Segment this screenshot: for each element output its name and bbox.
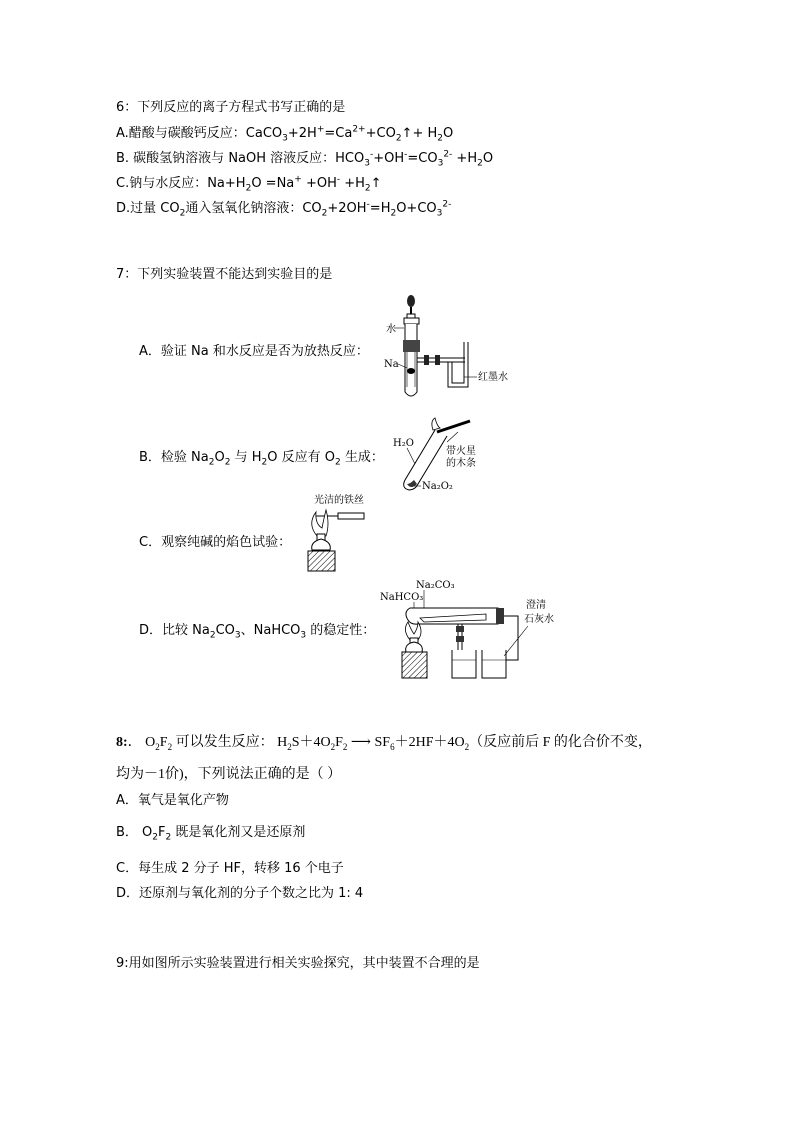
label-iron-wire: 光洁的铁丝	[314, 495, 364, 506]
label-na2co3: Na₂CO₃	[416, 580, 455, 591]
q6-option-c: C.钠与水反应：$Na+H_2O =Na^+ +OH^-$ $+H_2↑$	[116, 174, 382, 194]
label-red-ink: 红墨水	[478, 372, 508, 383]
q6-stem: 6：下列反应的离子方程式书写正确的是	[116, 100, 346, 115]
q6-option-b: B. 碳酸氢钠溶液与 NaOH 溶液反应：$HCO_3^-+OH^-=CO_3^{2-} +H_2O$	[116, 149, 494, 169]
figure-b-apparatus	[385, 418, 495, 496]
figure-d-apparatus	[378, 578, 558, 680]
q8-option-d: D．还原剂与氧化剂的分子个数之比为 1: 4	[116, 886, 364, 901]
label-h2o: H₂O	[393, 438, 414, 449]
q7-option-a: A．验证 Na 和水反应是否为放热反应：	[139, 344, 369, 359]
label-limewater-2: 石灰水	[524, 614, 554, 625]
q6-option-a: A.醋酸与碳酸钙反应：$CaCO_3+2H^+=Ca^{2+}+CO_2↑+ H_2O$	[116, 124, 454, 144]
q7-stem: 7：下列实验装置不能达到实验目的是	[116, 267, 333, 282]
label-splint-1: 带火星	[446, 446, 476, 457]
q7-option-c: C．观察纯碱的焰色试验：	[139, 535, 292, 550]
figure-c-apparatus	[302, 494, 382, 574]
q7-option-d: D．比较 $Na_2CO_3$、NaHCO$_3$ 的稳定性：	[139, 623, 376, 641]
q8-option-c: C．每生成 2 分子 HF，转移 16 个电子	[116, 861, 344, 876]
q8-option-b: B． $O_2F_2$ 既是氧化剂又是还原剂	[116, 825, 306, 843]
q7-option-b: B．检验 $Na_2O_2$ 与 $H_2O$ 反应有 $O_2$ 生成：	[139, 450, 384, 468]
label-limewater-1: 澄清	[526, 600, 546, 611]
label-water: 水	[386, 324, 396, 335]
q8-sentence-2: 均为－1价)，下列说法正确的是（ ）	[116, 767, 342, 782]
q9-stem: 9:用如图所示实验装置进行相关实验探究，其中装置不合理的是	[116, 956, 480, 971]
q8-option-a: A．氧气是氧化产物	[116, 793, 229, 808]
figure-a-apparatus	[380, 292, 520, 404]
label-nahco3: NaHCO₃	[380, 592, 424, 603]
q8-sentence-1: 8:． $O_2F_2$ 可以发生反应： $H_2S+4O_2F_2$ ⟶ $SF_6+2HF+4O_2$（反应前后 F 的化合价不变，	[116, 735, 652, 752]
q6-option-d: D.过量 $CO_2$通入氢氧化钠溶液：$CO_2+2OH^-=H_2O+CO_3^{2-}$	[116, 199, 452, 219]
label-na: Na	[384, 359, 399, 370]
label-splint-2: 的木条	[446, 458, 476, 469]
label-na2o2: Na₂O₂	[422, 481, 453, 492]
